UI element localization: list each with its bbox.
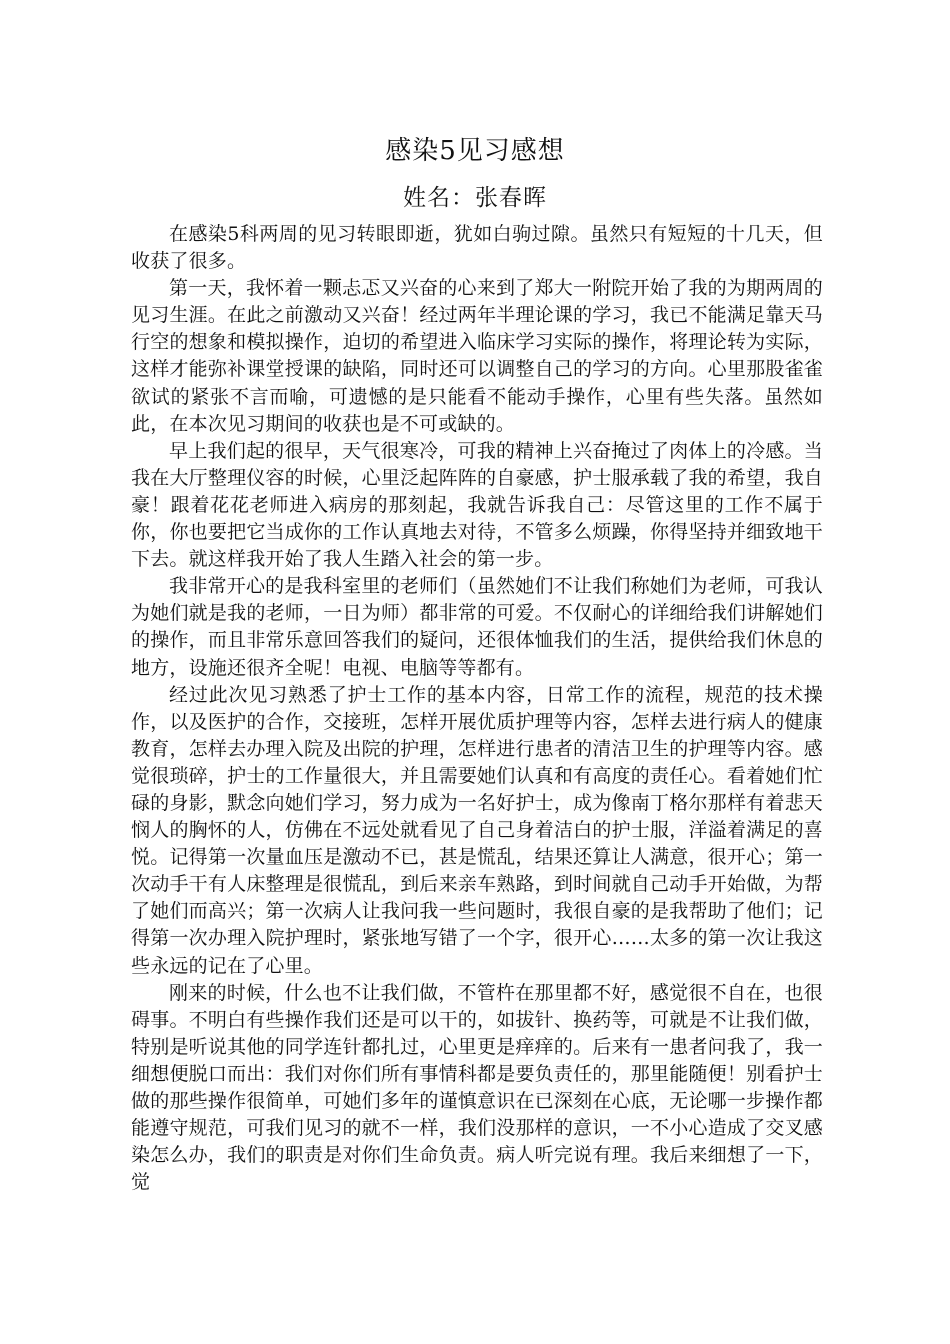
paragraph: 刚来的时候，什么也不让我们做，不管杵在那里都不好，感觉很不自在，也很碍事。不明白有些操作我们还是可以干的，如拔针、换药等，可就是不让我们做，特别是听说其他的同学连针都扎过，心里更是痒痒的。后来有一患者问我了，我一细想便脱口而出：我们对你们所有事情科都是要负责任的，那里能随便！别看护士做的那些操作很简单，可她们多年的谨慎意识在已深刻在心底，无论哪一步操作都能遵守规范，可我们见习的就不一样，我们没那样的意识，一不小心造成了交叉感染怎么办，我们的职责是对你们生命负责。病人听完说有理。我后来细想了一下，觉: [131, 981, 823, 1194]
document-title: 感染5见习感想: [385, 136, 565, 166]
document-body: [131, 221, 823, 1196]
paragraph: 第一天，我怀着一颗忐忑又兴奋的心来到了郑大一附院开始了我的为期两周的见习生涯。在此之前激动又兴奋！经过两年半理论课的学习，我已不能满足靠天马行空的想象和模拟操作，迫切的希望进入临床学习实际的操作，将理论转为实际，这样才能弥补课堂授课的缺陷，同时还可以调整自己的学习的方向。心里那股雀雀欲试的紧张不言而喻，可遗憾的是只能看不能动手操作，心里有些失落。虽然如此，在本次见习期间的收获也是不可或缺的。: [131, 277, 823, 435]
paragraph: 我非常开心的是我科室里的老师们（虽然她们不让我们称她们为老师，可我认为她们就是我的老师，一日为师）都非常的可爱。不仅耐心的详细给我们讲解她们的操作，而且非常乐意回答我们的疑问，还很体恤我们的生活，提供给我们休息的地方，设施还很齐全呢！电视、电脑等等都有。: [131, 575, 823, 679]
paragraph: 经过此次见习熟悉了护士工作的基本内容，日常工作的流程，规范的技术操作，以及医护的合作，交接班，怎样开展优质护理等内容，怎样去进行病人的健康教育，怎样去办理入院及出院的护理，怎样进行患者的清洁卫生的护理等内容。感觉很琐碎，护士的工作量很大，并且需要她们认真和有高度的责任心。看着她们忙碌的身影，默念向她们学习，努力成为一名好护士，成为像南丁格尔那样有着悲天悯人的胸怀的人，仿佛在不远处就看见了自己身着洁白的护士服，洋溢着满足的喜悦。记得第一次量血压是激动不已，甚是慌乱，结果还算让人满意，很开心；第一次动手干有人床整理是很慌乱，到后来亲车熟路，到时间就自己动手开始做，为帮了她们而高兴；第一次病人让我问我一些问题时，我很自豪的是我帮助了他们；记得第一次办理入院护理时，紧张地写错了一个字，很开心……太多的第一次让我这些永远的记在了心里。: [131, 683, 823, 977]
paragraph: 在感染5科两周的见习转眼即逝，犹如白驹过隙。虽然只有短短的十几天，但收获了很多。: [131, 223, 823, 273]
author-line: 姓名：张春晖: [403, 185, 547, 211]
paragraph: 早上我们起的很早，天气很寒冷，可我的精神上兴奋掩过了肉体上的冷感。当我在大厅整理仪容的时候，心里泛起阵阵的自豪感，护士服承载了我的希望，我自豪！跟着花花老师进入病房的那刻起，我就告诉我自己：尽管这里的工作不属于你，你也要把它当成你的工作认真地去对待，不管多么烦躁，你得坚持并细致地干下去。就这样我开始了我人生踏入社会的第一步。: [131, 439, 823, 571]
